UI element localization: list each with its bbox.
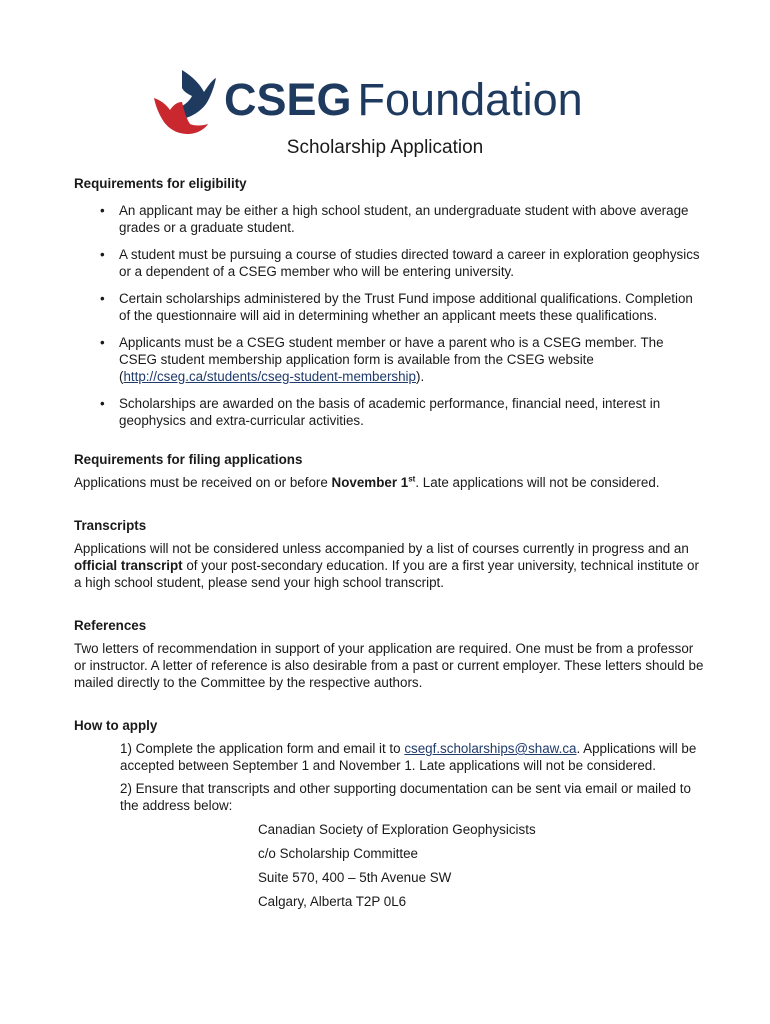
address-line: Canadian Society of Exploration Geophysicists — [258, 822, 536, 837]
references-heading: References — [74, 618, 147, 633]
email-link[interactable]: csegf.scholarships@shaw.ca — [404, 741, 577, 756]
apply-step-2: 2) Ensure that transcripts and other supporting documentation can be sent via email or mailed to the address below: — [120, 781, 691, 813]
mailing-address — [258, 821, 704, 910]
references-text: Two letters of recommendation in support of your application are required. One must be from a professor or instructor. A letter of reference is also desirable from a past or current employer. These letters should be mailed directly to the Committee by the respective authors. — [74, 641, 704, 690]
apply-steps — [120, 740, 704, 814]
address-line: c/o Scholarship Committee — [258, 846, 419, 861]
filing-text: Applications must be received on or before November 1st. Late applications will not be considered. — [74, 474, 660, 490]
cseg-foundation-logo — [152, 68, 612, 136]
list-item: • Certain scholarships administered by the Trust Fund impose additional qualifications. Completion of the questionnaire will aid in determining whether an applicant meets these qualifications. — [74, 290, 704, 324]
references-section — [74, 617, 704, 691]
filing-heading: Requirements for filing applications — [74, 452, 303, 467]
list-item: • Scholarships are awarded on the basis of academic performance, financial need, interest in geophysics and extra-curricular activities. — [74, 395, 704, 429]
list-item: • Applicants must be a CSEG student member or have a parent who is a CSEG member. The CSEG student membership application form is available from the CSEG website (http://cseg.ca/students/cseg-student-membership). — [74, 334, 704, 385]
page-title: Scholarship Application — [286, 137, 484, 158]
transcripts-text: Applications will not be considered unless accompanied by a list of courses currently in progress and an official transcript of your post-secondary education. If you are a first year university, technical institute or a high school student, please send your high school transcript. — [74, 541, 699, 590]
logo-wordmark — [224, 72, 583, 128]
filing-section — [74, 451, 704, 491]
apply-step-1: 1) Complete the application form and email it to csegf.scholarships@shaw.ca. Applications will be accepted between September 1 and November 1. Late applications will not be considered. — [120, 741, 697, 773]
logo-brand: CSEG — [224, 74, 352, 125]
address-line: Calgary, Alberta T2P 0L6 — [258, 894, 407, 909]
logo-suffix: Foundation — [357, 74, 583, 125]
transcripts-section — [74, 517, 704, 591]
transcripts-heading: Transcripts — [74, 518, 147, 533]
document-body — [74, 175, 704, 910]
apply-section — [74, 717, 704, 910]
list-item: • An applicant may be either a high school student, an undergraduate student with above average grades or a graduate student. — [74, 202, 704, 236]
apply-heading: How to apply — [74, 718, 158, 733]
eligibility-list — [74, 202, 704, 429]
address-line: Suite 570, 400 – 5th Avenue SW — [258, 870, 452, 885]
eligibility-heading: Requirements for eligibility — [74, 176, 247, 191]
list-item: • A student must be pursuing a course of studies directed toward a career in exploration geophysics or a dependent of a CSEG member who will be entering university. — [74, 246, 704, 280]
maple-leaf-icon — [152, 68, 224, 136]
membership-link[interactable]: http://cseg.ca/students/cseg-student-membership — [123, 369, 416, 384]
